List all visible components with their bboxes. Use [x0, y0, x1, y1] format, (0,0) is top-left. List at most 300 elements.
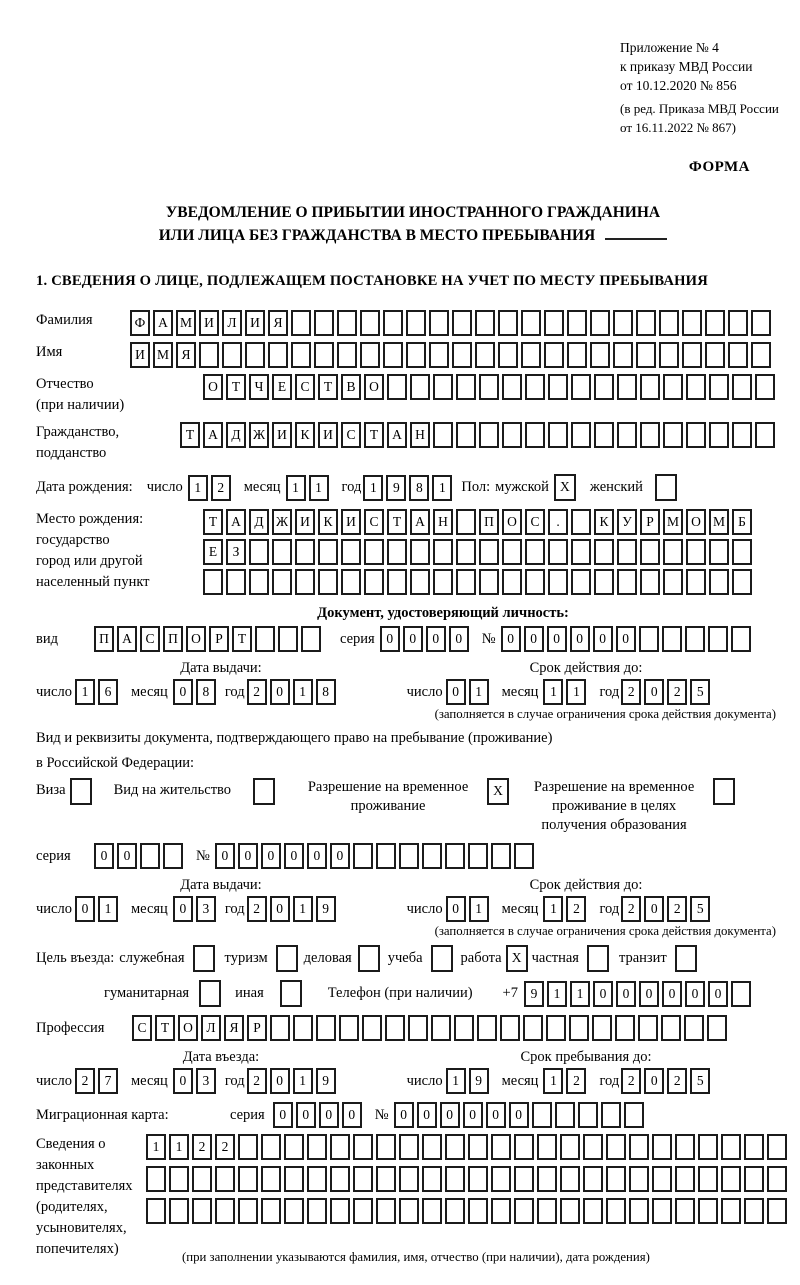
char-cell[interactable]: [498, 310, 518, 336]
char-cell[interactable]: [571, 539, 591, 565]
char-cell[interactable]: [583, 1198, 603, 1224]
char-cell[interactable]: [491, 1134, 511, 1160]
char-cell[interactable]: [661, 1015, 681, 1041]
char-cell[interactable]: [364, 539, 384, 565]
char-cell[interactable]: [705, 310, 725, 336]
char-cell[interactable]: [640, 374, 660, 400]
char-cell[interactable]: 0: [273, 1102, 293, 1128]
char-cell[interactable]: М: [663, 509, 683, 535]
char-cell[interactable]: [429, 342, 449, 368]
char-cell[interactable]: 9: [469, 1068, 489, 1094]
char-cell[interactable]: [316, 1015, 336, 1041]
doc-series-cells[interactable]: [380, 626, 472, 652]
char-cell[interactable]: [479, 422, 499, 448]
char-cell[interactable]: [353, 1134, 373, 1160]
char-cell[interactable]: [502, 569, 522, 595]
char-cell[interactable]: 1: [543, 679, 563, 705]
char-cell[interactable]: [606, 1166, 626, 1192]
checkbox-cell[interactable]: X: [554, 474, 576, 501]
char-cell[interactable]: 5: [690, 679, 710, 705]
char-cell[interactable]: 0: [708, 981, 728, 1007]
char-cell[interactable]: [169, 1198, 189, 1224]
char-cell[interactable]: [353, 843, 373, 869]
char-cell[interactable]: [376, 1134, 396, 1160]
char-cell[interactable]: [399, 1166, 419, 1192]
char-cell[interactable]: [583, 1134, 603, 1160]
char-cell[interactable]: 0: [394, 1102, 414, 1128]
char-cell[interactable]: [406, 342, 426, 368]
char-cell[interactable]: Р: [209, 626, 229, 652]
char-cell[interactable]: [629, 1134, 649, 1160]
phone-cells[interactable]: [524, 981, 754, 1007]
char-cell[interactable]: [293, 1015, 313, 1041]
char-cell[interactable]: [590, 342, 610, 368]
checkbox-visa[interactable]: [70, 778, 92, 805]
char-cell[interactable]: 2: [192, 1134, 212, 1160]
char-cell[interactable]: 1: [566, 679, 586, 705]
patronymic-cells[interactable]: [203, 374, 778, 400]
char-cell[interactable]: [387, 539, 407, 565]
char-cell[interactable]: [606, 1134, 626, 1160]
char-cell[interactable]: [146, 1198, 166, 1224]
char-cell[interactable]: [406, 310, 426, 336]
char-cell[interactable]: 0: [417, 1102, 437, 1128]
char-cell[interactable]: [163, 843, 183, 869]
char-cell[interactable]: [601, 1102, 621, 1128]
char-cell[interactable]: [307, 1198, 327, 1224]
char-cell[interactable]: 2: [215, 1134, 235, 1160]
rvp-issue-month[interactable]: [173, 896, 219, 922]
rvp-expiry-year[interactable]: [621, 896, 713, 922]
char-cell[interactable]: 3: [196, 896, 216, 922]
char-cell[interactable]: [525, 422, 545, 448]
checkbox-other[interactable]: [280, 980, 302, 1007]
char-cell[interactable]: [636, 342, 656, 368]
char-cell[interactable]: [544, 310, 564, 336]
char-cell[interactable]: [709, 422, 729, 448]
char-cell[interactable]: [337, 342, 357, 368]
char-cell[interactable]: 0: [173, 1068, 193, 1094]
char-cell[interactable]: 1: [432, 475, 452, 501]
char-cell[interactable]: 0: [644, 896, 664, 922]
char-cell[interactable]: [709, 374, 729, 400]
char-cell[interactable]: 1: [547, 981, 567, 1007]
char-cell[interactable]: [314, 310, 334, 336]
rvp-issue-year[interactable]: [247, 896, 339, 922]
char-cell[interactable]: [532, 1102, 552, 1128]
char-cell[interactable]: 0: [319, 1102, 339, 1128]
char-cell[interactable]: [514, 1198, 534, 1224]
char-cell[interactable]: [698, 1198, 718, 1224]
migration-series-cells[interactable]: [273, 1102, 365, 1128]
char-cell[interactable]: [222, 342, 242, 368]
char-cell[interactable]: 0: [215, 843, 235, 869]
name-cells[interactable]: [130, 342, 774, 368]
char-cell[interactable]: [318, 569, 338, 595]
char-cell[interactable]: [452, 342, 472, 368]
char-cell[interactable]: И: [318, 422, 338, 448]
char-cell[interactable]: 0: [463, 1102, 483, 1128]
char-cell[interactable]: 0: [616, 981, 636, 1007]
char-cell[interactable]: 0: [662, 981, 682, 1007]
char-cell[interactable]: 3: [196, 1068, 216, 1094]
char-cell[interactable]: [744, 1166, 764, 1192]
char-cell[interactable]: Т: [318, 374, 338, 400]
char-cell[interactable]: 1: [469, 896, 489, 922]
char-cell[interactable]: А: [226, 509, 246, 535]
char-cell[interactable]: И: [199, 310, 219, 336]
char-cell[interactable]: [255, 626, 275, 652]
char-cell[interactable]: [709, 539, 729, 565]
char-cell[interactable]: 2: [621, 1068, 641, 1094]
char-cell[interactable]: [514, 843, 534, 869]
char-cell[interactable]: 2: [621, 679, 641, 705]
char-cell[interactable]: 0: [644, 679, 664, 705]
char-cell[interactable]: [422, 1166, 442, 1192]
char-cell[interactable]: Т: [226, 374, 246, 400]
char-cell[interactable]: О: [364, 374, 384, 400]
char-cell[interactable]: [755, 374, 775, 400]
char-cell[interactable]: А: [203, 422, 223, 448]
char-cell[interactable]: [686, 569, 706, 595]
char-cell[interactable]: [571, 422, 591, 448]
char-cell[interactable]: [569, 1015, 589, 1041]
char-cell[interactable]: 9: [316, 1068, 336, 1094]
checkbox-cell[interactable]: [358, 945, 380, 972]
char-cell[interactable]: Д: [226, 422, 246, 448]
char-cell[interactable]: [284, 1166, 304, 1192]
char-cell[interactable]: [721, 1198, 741, 1224]
char-cell[interactable]: [705, 342, 725, 368]
char-cell[interactable]: [272, 539, 292, 565]
char-cell[interactable]: [594, 422, 614, 448]
char-cell[interactable]: [330, 1134, 350, 1160]
legal-reps-row1[interactable]: [146, 1134, 790, 1160]
char-cell[interactable]: [732, 374, 752, 400]
char-cell[interactable]: 0: [547, 626, 567, 652]
char-cell[interactable]: [744, 1198, 764, 1224]
char-cell[interactable]: 1: [446, 1068, 466, 1094]
char-cell[interactable]: [548, 374, 568, 400]
char-cell[interactable]: О: [186, 626, 206, 652]
char-cell[interactable]: И: [272, 422, 292, 448]
char-cell[interactable]: [330, 1198, 350, 1224]
char-cell[interactable]: 2: [247, 679, 267, 705]
char-cell[interactable]: В: [341, 374, 361, 400]
char-cell[interactable]: Б: [732, 509, 752, 535]
char-cell[interactable]: [456, 569, 476, 595]
char-cell[interactable]: [399, 1198, 419, 1224]
checkbox-cell[interactable]: [253, 778, 275, 805]
char-cell[interactable]: [571, 374, 591, 400]
char-cell[interactable]: [468, 1134, 488, 1160]
char-cell[interactable]: [659, 342, 679, 368]
char-cell[interactable]: С: [132, 1015, 152, 1041]
char-cell[interactable]: [709, 569, 729, 595]
char-cell[interactable]: 1: [293, 1068, 313, 1094]
char-cell[interactable]: [468, 843, 488, 869]
char-cell[interactable]: [732, 422, 752, 448]
char-cell[interactable]: [617, 539, 637, 565]
char-cell[interactable]: Т: [203, 509, 223, 535]
char-cell[interactable]: [301, 626, 321, 652]
birth-year-cells[interactable]: [363, 475, 455, 501]
doc-issue-month[interactable]: [173, 679, 219, 705]
char-cell[interactable]: 0: [449, 626, 469, 652]
char-cell[interactable]: [624, 1102, 644, 1128]
char-cell[interactable]: 0: [509, 1102, 529, 1128]
checkbox-cell[interactable]: [587, 945, 609, 972]
char-cell[interactable]: Р: [247, 1015, 267, 1041]
char-cell[interactable]: [659, 310, 679, 336]
char-cell[interactable]: [629, 1166, 649, 1192]
char-cell[interactable]: [525, 539, 545, 565]
char-cell[interactable]: [663, 539, 683, 565]
char-cell[interactable]: Н: [433, 509, 453, 535]
char-cell[interactable]: 2: [247, 1068, 267, 1094]
char-cell[interactable]: [360, 310, 380, 336]
char-cell[interactable]: И: [130, 342, 150, 368]
char-cell[interactable]: [433, 374, 453, 400]
char-cell[interactable]: [663, 422, 683, 448]
char-cell[interactable]: Т: [387, 509, 407, 535]
char-cell[interactable]: 8: [316, 679, 336, 705]
char-cell[interactable]: [238, 1134, 258, 1160]
char-cell[interactable]: [652, 1166, 672, 1192]
char-cell[interactable]: С: [341, 422, 361, 448]
checkbox-tourism[interactable]: [276, 945, 298, 972]
char-cell[interactable]: М: [709, 509, 729, 535]
char-cell[interactable]: [652, 1134, 672, 1160]
char-cell[interactable]: [521, 342, 541, 368]
char-cell[interactable]: 0: [440, 1102, 460, 1128]
char-cell[interactable]: [594, 374, 614, 400]
char-cell[interactable]: [341, 569, 361, 595]
char-cell[interactable]: [560, 1166, 580, 1192]
char-cell[interactable]: [291, 310, 311, 336]
char-cell[interactable]: И: [295, 509, 315, 535]
char-cell[interactable]: К: [318, 509, 338, 535]
char-cell[interactable]: 0: [685, 981, 705, 1007]
doc-number-cells[interactable]: [501, 626, 754, 652]
char-cell[interactable]: 1: [188, 475, 208, 501]
char-cell[interactable]: 0: [593, 626, 613, 652]
char-cell[interactable]: 8: [196, 679, 216, 705]
char-cell[interactable]: 2: [667, 896, 687, 922]
char-cell[interactable]: [686, 539, 706, 565]
char-cell[interactable]: А: [153, 310, 173, 336]
char-cell[interactable]: [578, 1102, 598, 1128]
birth-place-row2[interactable]: [203, 539, 755, 565]
char-cell[interactable]: [732, 539, 752, 565]
char-cell[interactable]: Ч: [249, 374, 269, 400]
char-cell[interactable]: [192, 1198, 212, 1224]
char-cell[interactable]: [613, 310, 633, 336]
checkbox-cell[interactable]: [675, 945, 697, 972]
char-cell[interactable]: 2: [566, 896, 586, 922]
char-cell[interactable]: 6: [98, 679, 118, 705]
char-cell[interactable]: 1: [309, 475, 329, 501]
char-cell[interactable]: 0: [94, 843, 114, 869]
char-cell[interactable]: [491, 1166, 511, 1192]
doc-expiry-day[interactable]: [446, 679, 492, 705]
char-cell[interactable]: [261, 1166, 281, 1192]
char-cell[interactable]: [544, 342, 564, 368]
char-cell[interactable]: [249, 539, 269, 565]
char-cell[interactable]: [192, 1166, 212, 1192]
char-cell[interactable]: [479, 374, 499, 400]
char-cell[interactable]: [203, 569, 223, 595]
char-cell[interactable]: [767, 1166, 787, 1192]
char-cell[interactable]: С: [295, 374, 315, 400]
char-cell[interactable]: Л: [201, 1015, 221, 1041]
surname-cells[interactable]: [130, 310, 774, 336]
char-cell[interactable]: Я: [176, 342, 196, 368]
char-cell[interactable]: 1: [286, 475, 306, 501]
char-cell[interactable]: Ж: [249, 422, 269, 448]
doc-expiry-month[interactable]: [543, 679, 589, 705]
char-cell[interactable]: 0: [501, 626, 521, 652]
char-cell[interactable]: [433, 539, 453, 565]
char-cell[interactable]: [410, 569, 430, 595]
checkbox-study[interactable]: [431, 945, 453, 972]
char-cell[interactable]: [525, 374, 545, 400]
char-cell[interactable]: [685, 626, 705, 652]
char-cell[interactable]: 0: [307, 843, 327, 869]
char-cell[interactable]: [238, 1198, 258, 1224]
char-cell[interactable]: С: [525, 509, 545, 535]
char-cell[interactable]: [594, 539, 614, 565]
char-cell[interactable]: [215, 1198, 235, 1224]
char-cell[interactable]: [456, 422, 476, 448]
char-cell[interactable]: 1: [293, 679, 313, 705]
char-cell[interactable]: [767, 1134, 787, 1160]
char-cell[interactable]: [272, 569, 292, 595]
char-cell[interactable]: [767, 1198, 787, 1224]
char-cell[interactable]: 2: [667, 1068, 687, 1094]
char-cell[interactable]: [468, 1198, 488, 1224]
char-cell[interactable]: С: [140, 626, 160, 652]
checkbox-humanitarian[interactable]: [199, 980, 221, 1007]
char-cell[interactable]: [560, 1198, 580, 1224]
char-cell[interactable]: 0: [570, 626, 590, 652]
char-cell[interactable]: [353, 1198, 373, 1224]
char-cell[interactable]: [548, 569, 568, 595]
entry-day[interactable]: [75, 1068, 121, 1094]
char-cell[interactable]: 0: [380, 626, 400, 652]
char-cell[interactable]: [548, 539, 568, 565]
char-cell[interactable]: 1: [146, 1134, 166, 1160]
char-cell[interactable]: Т: [180, 422, 200, 448]
char-cell[interactable]: [521, 310, 541, 336]
char-cell[interactable]: [728, 342, 748, 368]
char-cell[interactable]: [445, 1198, 465, 1224]
char-cell[interactable]: 9: [386, 475, 406, 501]
char-cell[interactable]: 2: [566, 1068, 586, 1094]
char-cell[interactable]: [307, 1166, 327, 1192]
char-cell[interactable]: [617, 422, 637, 448]
char-cell[interactable]: [525, 569, 545, 595]
char-cell[interactable]: [652, 1198, 672, 1224]
char-cell[interactable]: [514, 1166, 534, 1192]
char-cell[interactable]: [707, 1015, 727, 1041]
char-cell[interactable]: [682, 342, 702, 368]
char-cell[interactable]: [498, 342, 518, 368]
char-cell[interactable]: З: [226, 539, 246, 565]
char-cell[interactable]: 0: [593, 981, 613, 1007]
legal-reps-row2[interactable]: [146, 1166, 790, 1192]
char-cell[interactable]: [732, 569, 752, 595]
char-cell[interactable]: [721, 1134, 741, 1160]
char-cell[interactable]: [640, 422, 660, 448]
char-cell[interactable]: [245, 342, 265, 368]
char-cell[interactable]: 0: [296, 1102, 316, 1128]
char-cell[interactable]: [238, 1166, 258, 1192]
char-cell[interactable]: 0: [270, 896, 290, 922]
rvp-expiry-day[interactable]: [446, 896, 492, 922]
char-cell[interactable]: [270, 1015, 290, 1041]
char-cell[interactable]: [278, 626, 298, 652]
char-cell[interactable]: 0: [644, 1068, 664, 1094]
char-cell[interactable]: [514, 1134, 534, 1160]
char-cell[interactable]: 0: [270, 679, 290, 705]
char-cell[interactable]: [548, 422, 568, 448]
char-cell[interactable]: [491, 843, 511, 869]
char-cell[interactable]: 0: [524, 626, 544, 652]
char-cell[interactable]: 0: [486, 1102, 506, 1128]
char-cell[interactable]: [594, 569, 614, 595]
char-cell[interactable]: [169, 1166, 189, 1192]
rvp-issue-day[interactable]: [75, 896, 121, 922]
checkbox-business[interactable]: [358, 945, 380, 972]
char-cell[interactable]: 0: [330, 843, 350, 869]
char-cell[interactable]: О: [203, 374, 223, 400]
char-cell[interactable]: [708, 626, 728, 652]
char-cell[interactable]: [567, 342, 587, 368]
char-cell[interactable]: [590, 310, 610, 336]
char-cell[interactable]: [629, 1198, 649, 1224]
char-cell[interactable]: К: [295, 422, 315, 448]
char-cell[interactable]: [721, 1166, 741, 1192]
legal-reps-row3[interactable]: [146, 1198, 790, 1224]
checkbox-rvp-edu[interactable]: [713, 778, 735, 805]
checkbox-rvp[interactable]: [487, 778, 509, 805]
char-cell[interactable]: [452, 310, 472, 336]
char-cell[interactable]: [639, 626, 659, 652]
char-cell[interactable]: [376, 843, 396, 869]
char-cell[interactable]: Р: [640, 509, 660, 535]
char-cell[interactable]: П: [163, 626, 183, 652]
checkbox-cell[interactable]: [655, 474, 677, 501]
char-cell[interactable]: [479, 569, 499, 595]
char-cell[interactable]: [731, 626, 751, 652]
char-cell[interactable]: К: [594, 509, 614, 535]
char-cell[interactable]: [284, 1134, 304, 1160]
char-cell[interactable]: [613, 342, 633, 368]
char-cell[interactable]: [456, 539, 476, 565]
char-cell[interactable]: [475, 310, 495, 336]
char-cell[interactable]: [675, 1166, 695, 1192]
char-cell[interactable]: О: [502, 509, 522, 535]
char-cell[interactable]: [636, 310, 656, 336]
char-cell[interactable]: 0: [173, 679, 193, 705]
char-cell[interactable]: [362, 1015, 382, 1041]
char-cell[interactable]: [337, 310, 357, 336]
char-cell[interactable]: [318, 539, 338, 565]
char-cell[interactable]: [555, 1102, 575, 1128]
char-cell[interactable]: 0: [75, 896, 95, 922]
char-cell[interactable]: [295, 539, 315, 565]
